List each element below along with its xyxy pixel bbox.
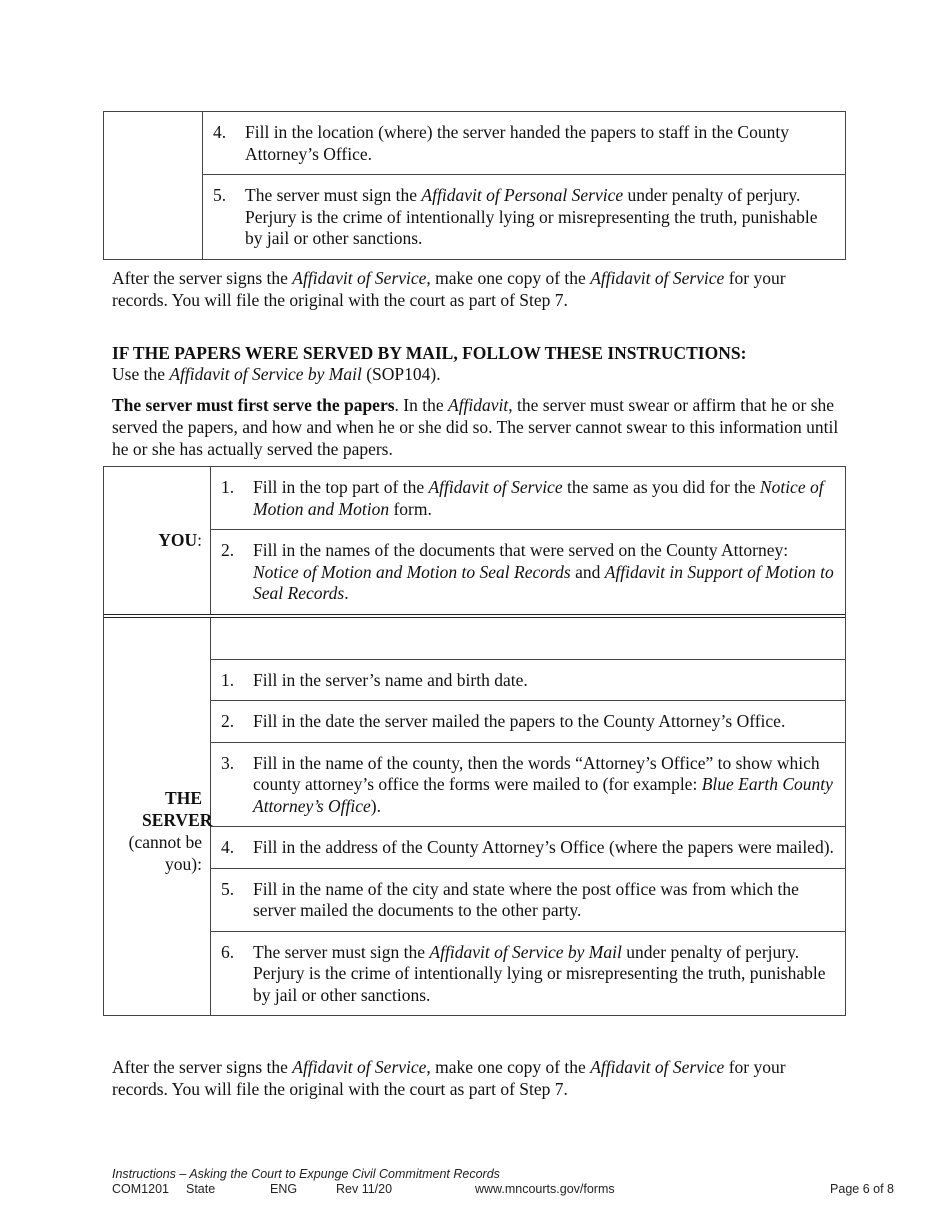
top-table-row [203,112,845,175]
text-run: Fill in the date the server mailed the papers to the County Attorney’s Office. [253,711,786,731]
footer-page-number: Page 6 of 8 [830,1182,894,1196]
mail-form-reference [112,363,840,385]
serve-first-paragraph [112,394,840,460]
item-number: 2. [221,711,235,731]
text-run: Affidavit of Service [428,477,563,497]
text-run: Affidavit [448,395,509,415]
text-run: Fill in the location (where) the server handed the papers to staff in the County Attorney’s Office. [245,122,789,164]
text-run: Affidavit of Service [590,268,725,288]
text-run: The server must sign the [253,941,430,962]
item-text [253,540,837,605]
server-instruction-row [211,869,845,932]
text-run: Affidavit of Service by Mail [429,941,622,962]
text-run: (SOP104). [361,364,441,384]
you-items [211,467,845,614]
footer-title: Instructions – Asking the Court to Expunge Civil Commitment Records [112,1167,500,1181]
you-instruction-row [211,530,845,614]
item-number: 4. [213,122,227,142]
text-run: under penalty of perjury. Perjury is the crime of intentionally lying or misrepresenting the truth, punishable by jail or other sanctions. [245,185,818,248]
item-text [253,879,837,922]
text-run: Blue Earth County Attorney’s Office [253,774,833,816]
text-run: for your records. You will file the original with the court as part of Step 7. [112,268,786,310]
text-run: Use the [112,364,170,384]
item-number: 1. [221,669,235,690]
text-run: for your records. You will file the original with the court as part of Step 7. [112,1057,786,1099]
you-label: YOU [158,530,198,551]
server-instruction-row [211,743,845,828]
item-number: 6. [221,941,235,962]
text-run: Affidavit in Support of Motion to Seal Records [253,561,834,603]
item-text [253,670,837,692]
server-instruction-row [211,701,845,743]
text-run: , make one copy of the [426,1057,591,1077]
server-blank-row [211,618,845,660]
top-instructions-table [103,111,846,260]
item-text [253,753,837,818]
footer-language: ENG [270,1182,298,1196]
item-number: 5. [213,185,227,205]
top-table-label-cell [104,112,203,259]
text-run: . [344,583,349,603]
item-text [253,477,837,520]
text-run: , make one copy of the [426,268,591,288]
text-run: Fill in the name of the county, then the words “Attorney’s Office” to show which county attorney’s office the forms were mailed to (for example: [253,752,820,794]
top-table-row [203,175,845,259]
text-run: Fill in the address of the County Attorney’s Office (where the papers were mailed). [253,837,834,857]
item-text [253,711,837,733]
text-run: and [570,561,605,582]
text-run: , the server must swear or affirm that he or she served the papers, and how and when he or she did so. The server cannot swear to this information until he or she has actually served the papers. [112,395,839,459]
item-number: 4. [221,837,235,857]
text-run: Affidavit of Service [292,268,427,288]
footer-revision: Rev 11/20 [336,1182,393,1196]
text-run: form. [389,498,432,519]
item-number: 1. [221,477,235,497]
text-run: Fill in the names of the documents that were served on the County Attorney: [253,540,789,560]
text-run: After the server signs the [112,1057,293,1077]
item-number: 2. [221,540,235,560]
footer-form-code: COM1201 [112,1182,169,1196]
text-run: ). [370,795,381,816]
text-run: The server must first serve the papers [112,395,395,415]
server-items [211,660,845,1016]
text-run: After the server signs the [112,268,293,288]
you-instruction-row [211,467,845,530]
text-run: The server must sign the [245,185,422,205]
item-text [245,122,837,165]
item-number: 3. [221,752,235,773]
text-run: under penalty of perjury. Perjury is the crime of intentionally lying or misrepresenting the truth, punishable by jail or other sanctions. [253,941,826,1005]
text-run: Notice of Motion and Motion to Seal Records [253,561,571,582]
you-label-cell: YOU: [104,467,211,616]
item-number: 5. [221,878,235,899]
item-text [253,942,837,1007]
server-label: THE SERVER [142,788,213,831]
item-text [253,837,837,859]
server-label-cell [104,616,211,1016]
text-run: Affidavit of Service by Mail [169,364,362,384]
text-run: Affidavit of Service [590,1057,725,1077]
text-run: Affidavit of Personal Service [421,185,624,205]
text-run: the same as you did for the [562,477,760,497]
server-instruction-row [211,660,845,702]
text-run: Notice of Motion and Motion [253,477,824,519]
after-service-note-2 [112,1056,840,1100]
server-instruction-row [211,827,845,869]
mail-section-heading: IF THE PAPERS WERE SERVED BY MAIL, FOLLOW THESE INSTRUCTIONS: [112,343,747,363]
text-run: Affidavit of Service [292,1057,427,1077]
footer-url[interactable]: www.mncourts.gov/forms [475,1182,615,1196]
server-instruction-row [211,932,845,1016]
text-run: . In the [394,395,448,415]
text-run: Fill in the top part of the [253,477,429,497]
top-table-items [203,112,845,259]
footer-scope: State [186,1182,216,1196]
text-run: Fill in the name of the city and state where the post office was from which the server mailed the documents to the other party. [253,878,799,920]
server-label-note: (cannot be you): [128,832,202,875]
text-run: Fill in the server’s name and birth date. [253,669,528,690]
mail-instructions-table [103,466,846,1016]
after-service-note-1 [112,267,840,311]
item-text [245,185,837,250]
